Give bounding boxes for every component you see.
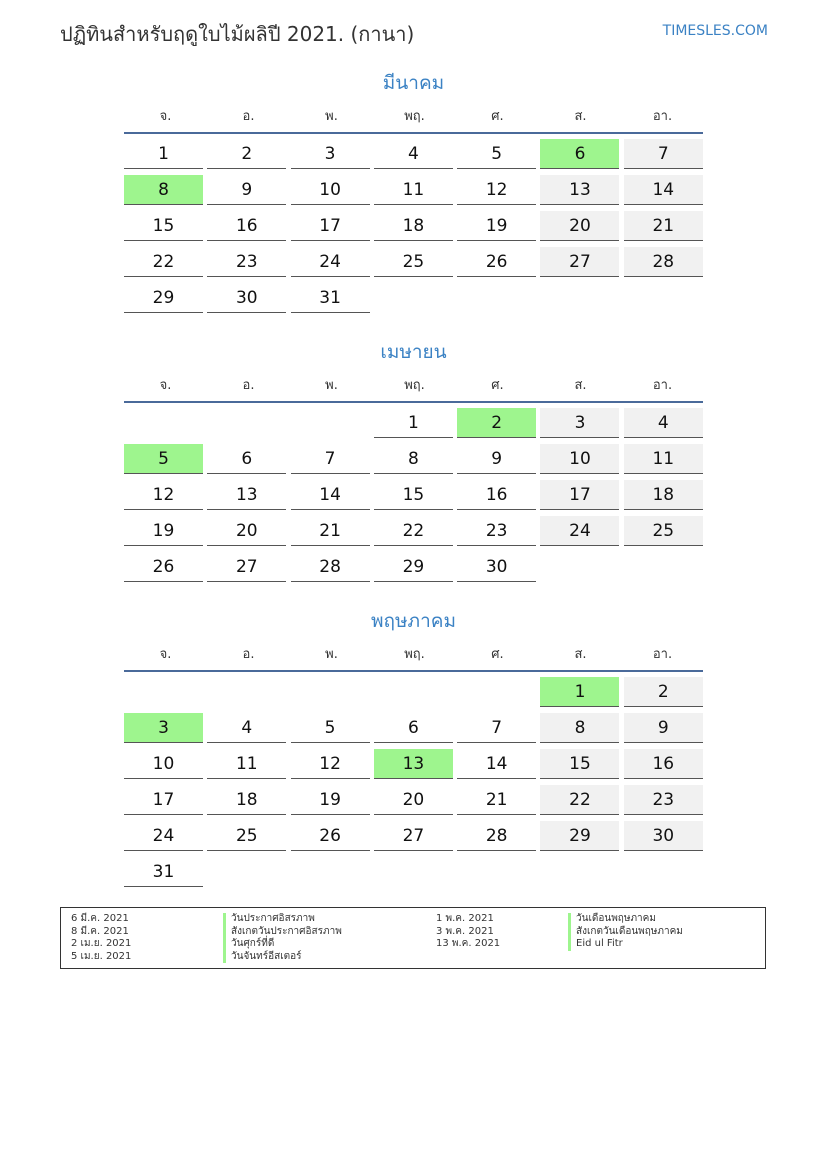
day-cell[interactable]: 17 <box>540 480 619 510</box>
holiday-legend <box>60 907 766 969</box>
day-cell[interactable]: 18 <box>374 211 453 241</box>
day-cell[interactable]: 24 <box>291 247 370 277</box>
day-cell[interactable]: 3 <box>291 139 370 169</box>
weekday-label: ศ. <box>491 108 504 124</box>
month-name: พฤษภาคม <box>371 610 456 632</box>
legend-date: 13 พ.ค. 2021 <box>436 938 501 949</box>
day-cell[interactable]: 13 <box>374 749 453 779</box>
empty-cell <box>207 677 286 707</box>
day-cell[interactable]: 23 <box>624 785 703 815</box>
day-cell[interactable]: 26 <box>457 247 536 277</box>
weekday-label: จ. <box>159 377 172 393</box>
day-cell[interactable]: 19 <box>457 211 536 241</box>
day-cell[interactable]: 8 <box>124 175 203 205</box>
weekday-label: จ. <box>159 108 172 124</box>
legend-date: 5 เม.ย. 2021 <box>71 950 132 962</box>
day-cell[interactable]: 12 <box>291 749 370 779</box>
weekday-label: พฤ. <box>404 646 425 662</box>
day-cell[interactable]: 2 <box>207 139 286 169</box>
day-cell[interactable]: 1 <box>124 139 203 169</box>
day-cell[interactable]: 28 <box>457 821 536 851</box>
empty-cell <box>374 677 453 707</box>
weekday-label: พฤ. <box>404 108 425 124</box>
legend-right-names <box>568 913 683 951</box>
day-cell[interactable]: 2 <box>457 408 536 438</box>
weekday-label: จ. <box>159 646 172 662</box>
empty-cell <box>291 408 370 438</box>
day-cell[interactable]: 31 <box>124 857 203 887</box>
day-cell[interactable]: 10 <box>291 175 370 205</box>
weekday-header <box>124 371 703 403</box>
month-name: เมษายน <box>380 341 447 363</box>
day-cell[interactable]: 24 <box>124 821 203 851</box>
day-cell[interactable]: 12 <box>457 175 536 205</box>
weekday-label: ศ. <box>491 646 504 662</box>
legend-date: 1 พ.ค. 2021 <box>436 913 494 924</box>
day-cell[interactable]: 21 <box>624 211 703 241</box>
weekday-label: อา. <box>652 108 673 124</box>
day-cell[interactable]: 9 <box>457 444 536 474</box>
weekday-header <box>124 102 703 134</box>
day-cell[interactable]: 26 <box>124 552 203 582</box>
site-link[interactable]: TIMESLES.COM <box>662 23 768 39</box>
legend-left-names <box>223 913 342 963</box>
day-cell[interactable]: 10 <box>540 444 619 474</box>
day-cell[interactable]: 7 <box>624 139 703 169</box>
day-cell[interactable]: 22 <box>124 247 203 277</box>
day-cell[interactable]: 11 <box>374 175 453 205</box>
day-cell[interactable]: 28 <box>624 247 703 277</box>
day-cell[interactable]: 25 <box>374 247 453 277</box>
legend-holiday-name: สังเกตวันเดือนพฤษภาคม <box>568 926 683 939</box>
weekday-label: พ. <box>325 377 338 393</box>
weekday-label: พฤ. <box>404 377 425 393</box>
day-cell[interactable]: 30 <box>624 821 703 851</box>
day-cell[interactable]: 6 <box>207 444 286 474</box>
day-cell[interactable]: 3 <box>540 408 619 438</box>
day-cell[interactable]: 2 <box>624 677 703 707</box>
day-cell[interactable]: 31 <box>291 283 370 313</box>
day-grid <box>124 408 703 582</box>
day-cell[interactable]: 27 <box>374 821 453 851</box>
weekday-label: อ. <box>242 646 255 662</box>
day-cell[interactable]: 20 <box>540 211 619 241</box>
legend-date: 3 พ.ค. 2021 <box>436 925 494 937</box>
day-cell[interactable]: 13 <box>207 480 286 510</box>
day-cell[interactable]: 1 <box>374 408 453 438</box>
day-cell[interactable]: 29 <box>540 821 619 851</box>
day-cell[interactable]: 9 <box>624 713 703 743</box>
day-cell[interactable]: 20 <box>374 785 453 815</box>
weekday-label: ส. <box>574 108 587 124</box>
day-cell[interactable]: 11 <box>207 749 286 779</box>
day-cell[interactable]: 25 <box>624 516 703 546</box>
legend-holiday-name: วันประกาศอิสรภาพ <box>223 913 342 926</box>
weekday-header <box>124 640 703 672</box>
day-cell[interactable]: 24 <box>540 516 619 546</box>
day-cell[interactable]: 26 <box>291 821 370 851</box>
day-cell[interactable]: 3 <box>124 713 203 743</box>
weekday-label: อ. <box>242 108 255 124</box>
day-cell[interactable]: 10 <box>124 749 203 779</box>
day-cell[interactable]: 27 <box>540 247 619 277</box>
day-cell[interactable]: 16 <box>624 749 703 779</box>
month-block <box>124 606 703 887</box>
month-block <box>124 68 703 313</box>
day-cell[interactable]: 8 <box>540 713 619 743</box>
day-cell[interactable]: 9 <box>207 175 286 205</box>
weekday-label: พ. <box>325 108 338 124</box>
day-cell[interactable]: 6 <box>374 713 453 743</box>
day-cell[interactable]: 17 <box>291 211 370 241</box>
day-cell[interactable]: 15 <box>374 480 453 510</box>
empty-cell <box>124 408 203 438</box>
weekday-label: อ. <box>242 377 255 393</box>
legend-date: 2 เม.ย. 2021 <box>71 938 132 949</box>
legend-holiday-name: สังเกตวันประกาศอิสรภาพ <box>223 926 342 939</box>
day-cell[interactable]: 23 <box>207 247 286 277</box>
day-cell[interactable]: 28 <box>291 552 370 582</box>
weekday-label: อา. <box>652 646 673 662</box>
day-cell[interactable]: 4 <box>207 713 286 743</box>
empty-cell <box>124 677 203 707</box>
day-cell[interactable]: 29 <box>124 283 203 313</box>
month-name: มีนาคม <box>382 72 445 94</box>
day-cell[interactable]: 4 <box>374 139 453 169</box>
day-cell[interactable]: 16 <box>207 211 286 241</box>
day-cell[interactable]: 15 <box>540 749 619 779</box>
day-cell[interactable]: 25 <box>207 821 286 851</box>
day-cell[interactable]: 14 <box>291 480 370 510</box>
day-cell[interactable]: 30 <box>457 552 536 582</box>
day-cell[interactable]: 29 <box>374 552 453 582</box>
day-cell[interactable]: 21 <box>291 516 370 546</box>
day-cell[interactable]: 17 <box>124 785 203 815</box>
day-cell[interactable]: 15 <box>124 211 203 241</box>
day-cell[interactable]: 13 <box>540 175 619 205</box>
day-cell[interactable]: 20 <box>207 516 286 546</box>
legend-holiday-name: วันศุกร์ที่ดี <box>223 938 342 951</box>
day-cell[interactable]: 5 <box>457 139 536 169</box>
day-cell[interactable]: 27 <box>207 552 286 582</box>
empty-cell <box>457 677 536 707</box>
day-cell[interactable]: 8 <box>374 444 453 474</box>
page-title: ปฏิทินสำหรับฤดูใบไม้ผลิปี 2021. (กานา) <box>60 22 415 46</box>
day-cell[interactable]: 22 <box>374 516 453 546</box>
day-cell[interactable]: 19 <box>291 785 370 815</box>
legend-holiday-name: วันจันทร์อีสเตอร์ <box>223 951 342 964</box>
legend-date: 6 มี.ค. 2021 <box>71 913 129 924</box>
legend-holiday-name: วันเดือนพฤษภาคม <box>568 913 683 926</box>
weekday-label: ส. <box>574 646 587 662</box>
day-cell[interactable]: 22 <box>540 785 619 815</box>
day-cell[interactable]: 14 <box>457 749 536 779</box>
legend-date: 8 มี.ค. 2021 <box>71 925 129 937</box>
weekday-label: พ. <box>325 646 338 662</box>
weekday-label: ส. <box>574 377 587 393</box>
day-cell[interactable]: 5 <box>124 444 203 474</box>
legend-holiday-name: Eid ul Fitr <box>568 938 683 951</box>
day-cell[interactable]: 14 <box>624 175 703 205</box>
day-cell[interactable]: 12 <box>124 480 203 510</box>
day-cell[interactable]: 6 <box>540 139 619 169</box>
empty-cell <box>291 677 370 707</box>
day-cell[interactable]: 16 <box>457 480 536 510</box>
day-cell[interactable]: 23 <box>457 516 536 546</box>
month-block <box>124 337 703 582</box>
legend-left-dates <box>71 913 131 963</box>
day-cell[interactable]: 7 <box>457 713 536 743</box>
day-cell[interactable]: 5 <box>291 713 370 743</box>
day-cell[interactable]: 4 <box>624 408 703 438</box>
day-grid <box>124 677 703 887</box>
day-cell[interactable]: 19 <box>124 516 203 546</box>
day-cell[interactable]: 11 <box>624 444 703 474</box>
day-grid <box>124 139 703 313</box>
empty-cell <box>207 408 286 438</box>
weekday-label: อา. <box>652 377 673 393</box>
day-cell[interactable]: 18 <box>624 480 703 510</box>
day-cell[interactable]: 1 <box>540 677 619 707</box>
day-cell[interactable]: 30 <box>207 283 286 313</box>
legend-right-dates <box>436 913 500 951</box>
day-cell[interactable]: 21 <box>457 785 536 815</box>
day-cell[interactable]: 18 <box>207 785 286 815</box>
weekday-label: ศ. <box>491 377 504 393</box>
day-cell[interactable]: 7 <box>291 444 370 474</box>
